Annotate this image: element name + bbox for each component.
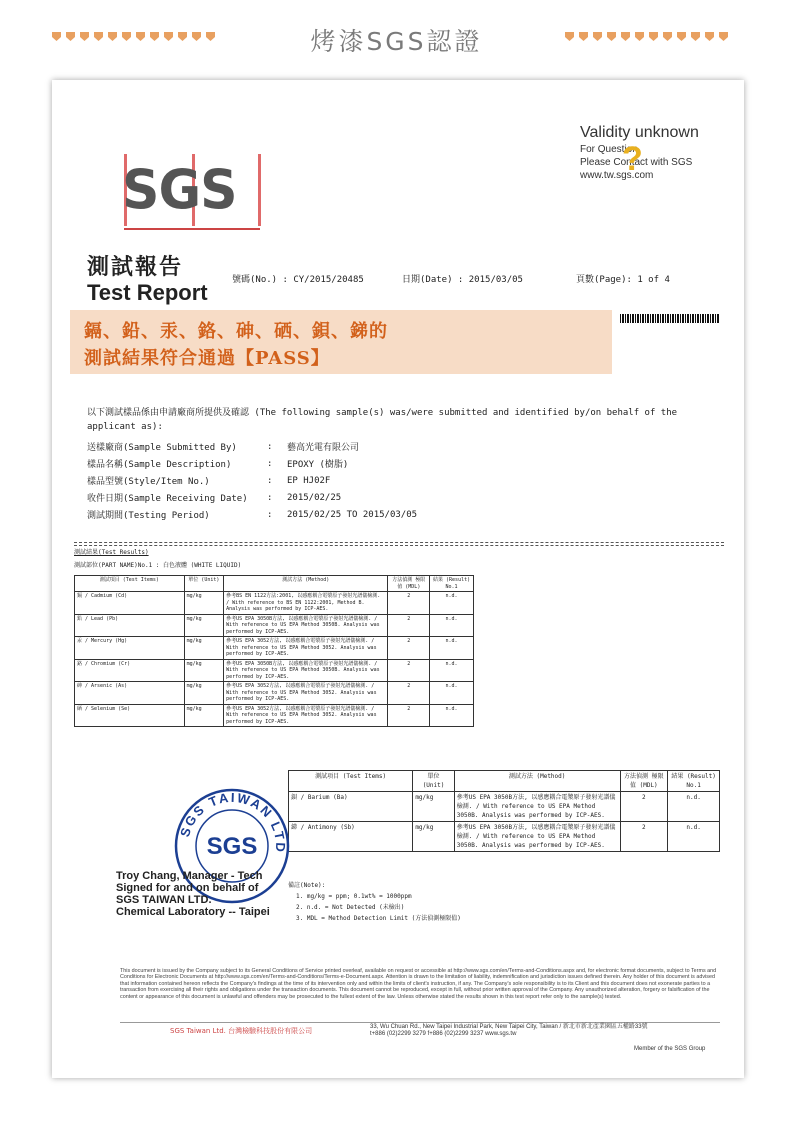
cell-result: n.d. (430, 704, 474, 727)
cell-unit: mg/kg (184, 592, 223, 615)
contact-line: t+886 (02)2299 3279 f+886 (02)2299 3237 www.sgs.tw (370, 1031, 517, 1037)
col-result: 結果 (Result) No.1 (430, 576, 474, 592)
notes-title: 備註(Note): (288, 882, 326, 889)
report-number: 號碼(No.) : CY/2015/20485 (232, 275, 364, 285)
footer-address (370, 1024, 648, 1038)
cell-method: 參考BS EN 1122方法:2001, 以感應耦合電漿原子發射光譜儀檢測. / With reference to BS EN 1122:2001, Method B. Analysis was performed by ICP-AES. (224, 592, 388, 615)
laboratory: Chemical Laboratory -- Taipei (116, 906, 270, 918)
cell-item: 鋇 / Barium (Ba) (289, 792, 413, 822)
col-result: 結果 (Result) No.1 (668, 771, 720, 792)
info-key: 送樣廠商(Sample Submitted By) (87, 443, 237, 453)
table-row (75, 659, 474, 682)
info-row: 收件日期(Sample Receiving Date) : 2015/02/25 (87, 492, 342, 504)
cell-unit: mg/kg (184, 637, 223, 660)
highlight-line1: 鎘、鉛、汞、鉻、砷、硒、鋇、銻的 (84, 321, 388, 342)
address-line: 33, Wu Chuan Rd., New Taipei Industrial Park, New Taipei City, Taiwan / 新北市新北產業園區五權路33號 (370, 1024, 648, 1030)
table-row (289, 792, 720, 822)
info-value: EPOXY (樹脂) (287, 460, 349, 470)
results-table-2 (288, 770, 720, 852)
info-key: 樣品型號(Style/Item No.) (87, 477, 210, 487)
table-row (75, 592, 474, 615)
col-mdl: 方法偵測 極限值 (MDL) (620, 771, 668, 792)
col-mdl: 方法偵測 極限值 (MDL) (388, 576, 430, 592)
cell-unit: mg/kg (184, 659, 223, 682)
validity-line1: For Question (580, 144, 638, 155)
cell-result: n.d. (430, 592, 474, 615)
cell-method: 參考US EPA 3052方法, 以感應耦合電漿原子發射光譜儀檢測. / With reference to US EPA Method 3052. Analysis was performed by ICP-AES. (224, 704, 388, 727)
cell-unit: mg/kg (184, 682, 223, 705)
cell-item: 鉻 / Chromium (Cr) (75, 659, 185, 682)
report-date: 日期(Date) : 2015/03/05 (402, 275, 523, 285)
sgs-logo-text: SGS (122, 158, 237, 222)
info-row: 樣品名稱(Sample Description) : EPOXY (樹脂) (87, 458, 349, 470)
col-unit: 單位 (Unit) (413, 771, 454, 792)
report-page: 頁數(Page): 1 of 4 (576, 275, 670, 285)
divider (74, 545, 724, 546)
cell-result: n.d. (430, 659, 474, 682)
validity-line3: www.tw.sgs.com (580, 170, 654, 181)
test-report-sheet (52, 80, 744, 1078)
cell-unit: mg/kg (413, 822, 454, 852)
signer-name: Troy Chang, Manager - Tech (116, 870, 263, 882)
col-method: 測試方法 (Method) (454, 771, 620, 792)
banner-title: 烤漆SGS認證 (310, 27, 483, 56)
cell-mdl: 2 (388, 614, 430, 637)
cell-mdl: 2 (388, 682, 430, 705)
divider (74, 542, 724, 543)
info-row: 樣品型號(Style/Item No.) : EP HJ02F (87, 475, 331, 487)
cell-method: 參考US EPA 3050B方法, 以感應耦合電漿原子發射光譜儀檢測. / With reference to US EPA Method 3050B. Analysis was performed by ICP-AES. (454, 792, 620, 822)
info-key: 測試期間(Testing Period) (87, 511, 210, 521)
cell-method: 參考US EPA 3050B方法, 以感應耦合電漿原子發射光譜儀檢測. / With reference to US EPA Method 3050B. Analysis was performed by ICP-AES. (454, 822, 620, 852)
company-name: SGS TAIWAN LTD. (116, 894, 212, 906)
sample-info (87, 438, 417, 523)
table-row (75, 614, 474, 637)
cell-item: 汞 / Mercury (Hg) (75, 637, 185, 660)
cell-mdl: 2 (388, 659, 430, 682)
cell-item: 硒 / Selenium (Se) (75, 704, 185, 727)
col-unit: 單位 (Unit) (184, 576, 223, 592)
results-label: 測試結果(Test Results) (74, 549, 149, 556)
barcode (620, 314, 720, 323)
highlight-line2: 測試結果符合通過【PASS】 (84, 348, 330, 369)
cell-method: 參考US EPA 3052方法, 以感應耦合電漿原子發射光譜儀檢測. / With reference to US EPA Method 3052. Analysis was performed by ICP-AES. (224, 682, 388, 705)
cell-result: n.d. (668, 792, 720, 822)
table-row (75, 682, 474, 705)
stamp-ring-text: SGS TAIWAN LTD (177, 789, 289, 855)
signed-for: Signed for and on behalf of (116, 882, 259, 894)
table-row (289, 822, 720, 852)
note-2: 2. n.d. = Not Detected (未檢出) (296, 904, 405, 911)
col-method: 測試方法 (Method) (224, 576, 388, 592)
cell-result: n.d. (430, 682, 474, 705)
info-key: 收件日期(Sample Receiving Date) (87, 494, 248, 504)
info-value: 2015/02/25 TO 2015/03/05 (287, 509, 418, 520)
question-mark-icon: ? (622, 140, 643, 178)
cell-method: 參考US EPA 3052方法, 以感應耦合電漿原子發射光譜儀檢測. / With reference to US EPA Method 3052. Analysis was performed by ICP-AES. (224, 637, 388, 660)
info-row: 送樣廠商(Sample Submitted By) : 藝高光電有限公司 (87, 441, 360, 453)
cell-result: n.d. (430, 637, 474, 660)
note-1: 1. mg/kg = ppm; 0.1wt% = 1000ppm (296, 893, 412, 900)
results-table-1 (74, 575, 474, 727)
table-row (75, 637, 474, 660)
member-group: Member of the SGS Group (634, 1046, 706, 1052)
cell-method: 參考US EPA 3050B方法, 以感應耦合電漿原子發射光譜儀檢測. / With reference to US EPA Method 3050B. Analysis was performed by ICP-AES. (224, 614, 388, 637)
cell-item: 砷 / Arsenic (As) (75, 682, 185, 705)
part-label: 測試部位(PART NAME)No.1 : 白色液體 (WHITE LIQUID) (74, 562, 242, 569)
info-value: 2015/02/25 (287, 492, 342, 503)
signature-block (116, 870, 270, 918)
stamp-center-text: SGS (206, 833, 258, 860)
cell-method: 參考US EPA 3050B方法, 以感應耦合電漿原子發射光譜儀檢測. / With reference to US EPA Method 3050B. Analysis was performed by ICP-AES. (224, 659, 388, 682)
note-3: 3. MDL = Method Detection Limit (方法偵測極限值) (296, 915, 461, 922)
cell-mdl: 2 (620, 792, 668, 822)
decoration-right (565, 32, 728, 41)
footer-divider (120, 1022, 720, 1023)
info-value: EP HJ02F (287, 475, 331, 486)
cell-mdl: 2 (620, 822, 668, 852)
notes (288, 880, 461, 924)
info-value: 藝高光電有限公司 (287, 443, 360, 453)
validity-title: Validity unknown (580, 124, 699, 141)
page-banner (0, 22, 793, 62)
info-row: 測試期間(Testing Period) : 2015/02/25 TO 2015/03/05 (87, 509, 418, 521)
col-item: 測試項目 (Test Items) (289, 771, 413, 792)
cell-item: 銻 / Antimony (Sb) (289, 822, 413, 852)
footer-company: SGS Taiwan Ltd. 台灣檢驗科技股份有限公司 (170, 1027, 313, 1035)
cell-unit: mg/kg (184, 614, 223, 637)
cell-mdl: 2 (388, 704, 430, 727)
col-item: 測試項目 (Test Items) (75, 576, 185, 592)
validity-line2: Please Contact with SGS (580, 157, 693, 168)
cell-unit: mg/kg (413, 792, 454, 822)
cell-item: 鉛 / Lead (Pb) (75, 614, 185, 637)
report-title-en: Test Report (87, 280, 208, 305)
validity-notice (580, 124, 730, 181)
cell-mdl: 2 (388, 592, 430, 615)
sgs-logo (122, 160, 272, 230)
table-row (75, 704, 474, 727)
cell-result: n.d. (668, 822, 720, 852)
cell-mdl: 2 (388, 637, 430, 660)
cell-unit: mg/kg (184, 704, 223, 727)
intro-text: 以下測試樣品係由申請廠商所提供及確認 (The following sample(s) was/were submitted and identified by/on behalf of the applicant as): (87, 408, 678, 432)
cell-item: 鎘 / Cadmium (Cd) (75, 592, 185, 615)
cell-result: n.d. (430, 614, 474, 637)
report-title-zh: 測試報告 (87, 254, 184, 280)
info-key: 樣品名稱(Sample Description) (87, 460, 232, 470)
footer-disclaimer: This document is issued by the Company subject to its General Conditions of Service printed overleaf, available on request or accessible at http://www.sgs.com/en/Terms-and-Conditions.aspx and, for electronic format documents, subject to Terms and Conditions for Electronic Documents at http://www.sgs.com/en/Terms-and-Conditions/Terms-e-Document.aspx. Attention is drawn to the limitation of liability, indemnification and jurisdiction issues defined therein. Any holder of this document is advised that information contained hereon reflects the Company's findings at the time of its intervention only and within the limits of client's instruction, if any. The Company's sole responsibility is to its Client and this document does not exonerate parties to a transaction from exercising all their rights and obligations under the transaction documents. This document cannot be reproduced, except in full, without prior written approval of the Company. Any unauthorized alteration, forgery or falsification of the content or appearance of this document is unlawful and offenders may be prosecuted to the fullest extent of the law. Unless otherwise stated the results shown in this test report refer only to the sample(s) tested. (120, 968, 717, 1000)
